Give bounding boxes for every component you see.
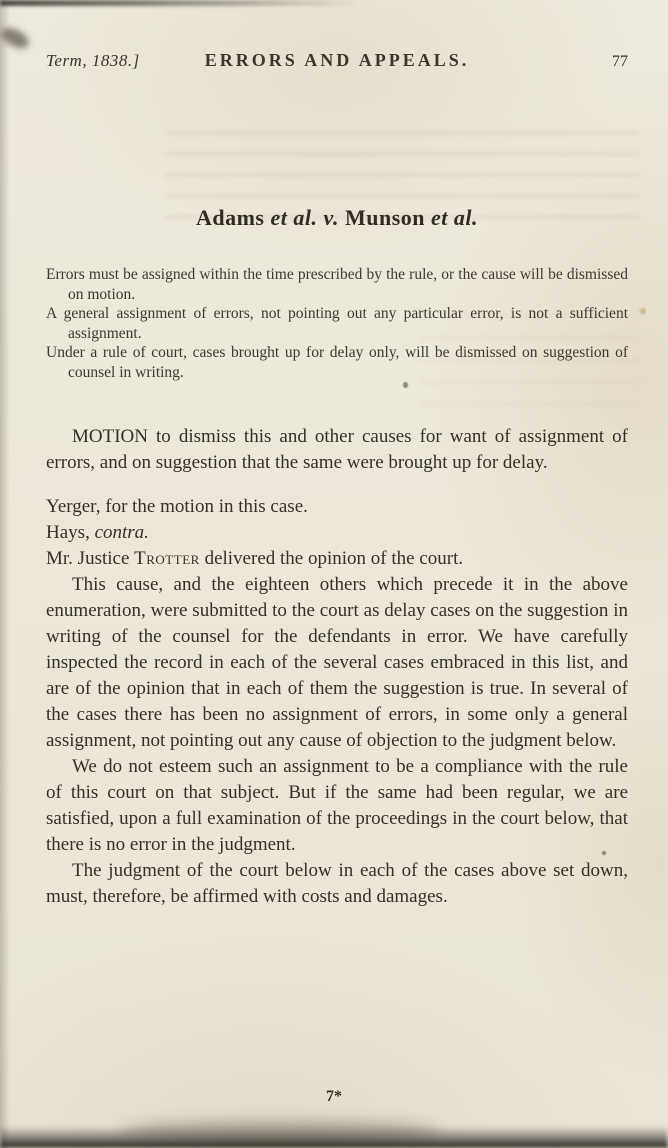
justice-name: Trotter: [134, 548, 200, 569]
foxing-spot: [640, 308, 646, 314]
attribution-suffix: delivered the opinion of the court.: [199, 548, 464, 569]
counsel-name-2: Hays: [46, 522, 86, 543]
title-et-al-2: et al.: [431, 205, 478, 230]
case-title: [46, 205, 628, 231]
counsel-role-contra: contra.: [94, 522, 149, 543]
term-label: Term, 1838.]: [46, 51, 140, 70]
title-party-2: Munson: [344, 205, 431, 230]
counsel-appearances: [46, 494, 628, 546]
attribution-prefix: Mr. Justice: [46, 548, 135, 569]
page-content: [46, 0, 628, 910]
title-et-al-1: et al.: [270, 205, 318, 230]
counsel-line-2: [46, 520, 628, 546]
headnote-3: Under a rule of court, cases brought up for delay only, will be dismissed on suggestion of counsel in writing.: [46, 344, 628, 381]
page-number: 77: [612, 53, 629, 70]
opinion-attribution: [46, 546, 628, 572]
opinion-paragraph-3: The judgment of the court below in each of the cases above set down, must, therefore, be affirmed with costs and damages.: [46, 860, 628, 907]
motion-paragraph: MOTION to dismiss this and other causes for want of assignment of errors, and on suggestion that the same were brought up for delay.: [46, 426, 628, 473]
sheet-signature-mark: 7*: [326, 1088, 342, 1105]
case-body: [46, 424, 628, 910]
opinion-paragraph-1: This cause, and the eighteen others which precede it in the above enumeration, were submitted to the court as delay cases on the suggestion in writing of the counsel for the defendants in error. We have carefully inspected the record in each of the several cases embraced in this list, and are of the opinion that in each of them the suggestion is true. In several of the cases there has been no assignment of errors, in some only a general assignment, not pointing out any cause of objection to the judgment below.: [46, 574, 628, 751]
counsel-text-2: ,: [85, 522, 95, 543]
counsel-text-1: , for the motion in this case.: [95, 496, 308, 517]
left-edge-shadow: [0, 0, 10, 1148]
headnotes-section: [46, 265, 628, 382]
headnote-1: Errors must be assigned within the time prescribed by the rule, or the cause will be dismissed on motion.: [46, 266, 628, 303]
title-party-1: Adams: [195, 205, 271, 230]
counsel-name-1: Yerger: [46, 496, 96, 517]
title-versus: v.: [317, 205, 345, 230]
running-title: ERRORS AND APPEALS.: [204, 50, 470, 70]
bottom-edge-shadow: [0, 1126, 668, 1148]
opinion-paragraph-2: We do not esteem such an assignment to be a compliance with the rule of this court on that subject. But if the same had been regular, we are satisfied, upon a full examination of the proceedings in the court below, that there is no error in the judgment.: [46, 756, 628, 855]
headnote-2: A general assignment of errors, not pointing out any particular error, is not a sufficient assignment.: [46, 305, 628, 342]
page-header: [46, 50, 628, 71]
counsel-line-1: [46, 494, 628, 520]
